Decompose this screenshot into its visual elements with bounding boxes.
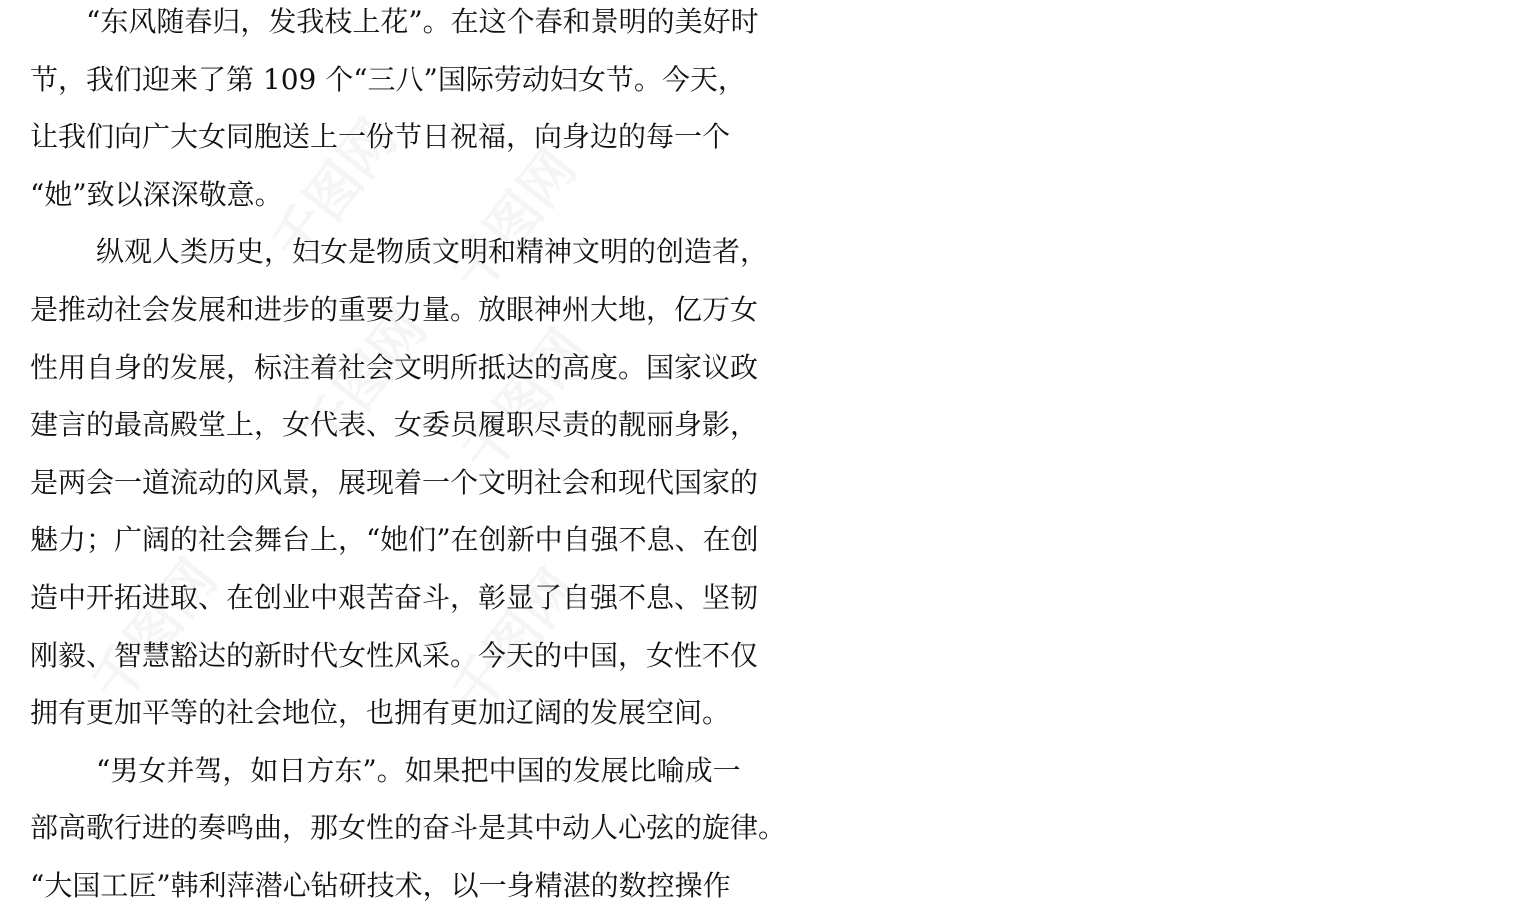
- watermark: 千图网: [439, 557, 589, 725]
- text-line: 魅力；广阔的社会舞台上，“她们”在创新中自强不息、在创: [30, 523, 759, 557]
- text-line: “东风随春归，发我枝上花”。在这个春和景明的美好时: [86, 5, 759, 38]
- text-line: 让我们向广大女同胞送上一份节日祝福，向身边的每一个: [30, 120, 731, 154]
- watermark: 千图网: [289, 297, 439, 465]
- text-line: 部高歌行进的奏鸣曲，那女性的奋斗是其中动人心弦的旋律。: [30, 811, 787, 845]
- text-line: 是推动社会发展和进步的重要力量。放眼神州大地，亿万女: [30, 293, 759, 326]
- watermark: 千图网: [79, 547, 229, 715]
- text-line: 节，我们迎来了第 109 个“三八”国际劳动妇女节。今天，: [30, 62, 746, 96]
- text-line: 是两会一道流动的风景，展现着一个文明社会和现代国家的: [30, 465, 759, 499]
- text-line: 纵观人类历史，妇女是物质文明和精神文明的创造者，: [96, 235, 769, 269]
- text-line: 刚毅、智慧豁达的新时代女性风采。今天的中国，女性不仅: [30, 638, 759, 672]
- text-line: “大国工匠”韩利萍潜心钻研技术，以一身精湛的数控操作: [30, 869, 731, 902]
- watermark: 千图网: [439, 137, 589, 305]
- text-line: “她”致以深深敬意。: [30, 177, 283, 211]
- text-line: 拥有更加平等的社会地位，也拥有更加辽阔的发展空间。: [30, 696, 731, 730]
- watermark: 千图网: [259, 107, 409, 275]
- text-line: 建言的最高殿堂上，女代表、女委员履职尽责的靓丽身影，: [30, 408, 759, 442]
- text-line: “男女并驾，如日方东”。如果把中国的发展比喻成一: [96, 753, 741, 787]
- text-line: 性用自身的发展，标注着社会文明所抵达的高度。国家议政: [30, 350, 759, 384]
- text-line: 造中开拓进取、在创业中艰苦奋斗，彰显了自强不息、坚韧: [30, 581, 759, 614]
- watermark: 千图网: [449, 317, 599, 485]
